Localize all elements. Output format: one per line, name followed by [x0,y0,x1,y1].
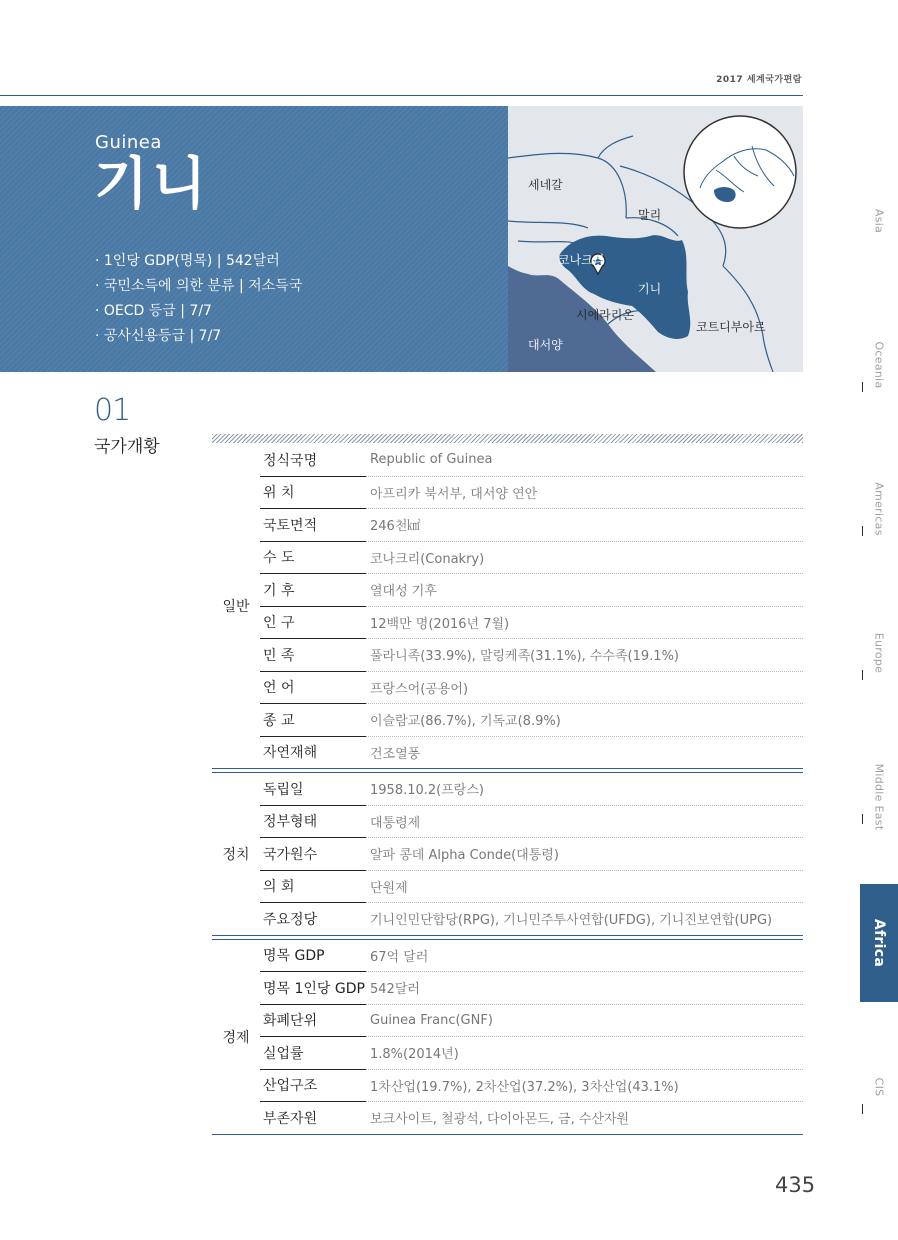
row-value: 246천㎢ [370,519,421,535]
country-name-korean: 기니 [94,152,211,217]
row-value: 1.8%(2014년) [370,1047,459,1063]
row-key: 국가원수 [260,838,370,870]
row-key: 명목 1인당 GDP [260,972,370,1004]
key-facts [95,249,302,349]
table-row [260,838,803,871]
header-rule [0,95,803,96]
tab-cis[interactable] [860,1028,898,1146]
table-row [260,509,803,542]
map-label-conakry: 코나크리 [558,253,605,267]
fact-income-class: · 국민소득에 의한 분류 | 저소득국 [95,278,303,294]
section-title: 국가개황 [94,437,160,457]
table-row [260,1070,803,1103]
group-label: 정치 [222,846,250,863]
row-value: 건조열풍 [370,746,421,762]
row-key: 실업률 [260,1037,370,1069]
row-value: 대통령제 [370,815,421,831]
tab-americas[interactable] [860,450,898,568]
row-key: 국토면적 [260,509,370,541]
row-value: 1차산업(19.7%), 2차산업(37.2%), 3차산업(43.1%) [370,1079,679,1095]
tab-label: Oceania [872,341,886,389]
row-key: 주요정당 [263,911,318,928]
row-key: 인 구 [260,607,370,639]
table-row [260,1102,803,1134]
row-key: 의 회 [260,871,370,903]
row-key: 부존자원 [263,1110,318,1127]
location-map [508,106,803,372]
row-key: 화폐단위 [260,1005,370,1037]
map-label-cote-divoire: 코트디부아르 [696,320,766,334]
table-row [260,871,803,904]
table-row [260,806,803,839]
table-row [260,737,803,769]
table-row [260,672,803,705]
country-banner [0,106,508,372]
group-economy [212,939,803,1135]
tab-oceania[interactable] [860,306,898,424]
group-label: 일반 [222,599,250,615]
section-divider [212,434,803,443]
table-row [260,574,803,607]
region-tabs [860,0,898,1240]
tab-label: Europe [872,632,886,674]
row-value: 1958.10.2(프랑스) [370,783,484,799]
country-name-english: Guinea [95,132,162,153]
map-label-sierra-leone: 시에라리온 [576,308,634,322]
row-key: 종 교 [260,704,370,736]
tab-label: CIS [872,1077,886,1097]
group-general [212,444,803,769]
row-key: 민 족 [260,639,370,671]
row-key: 위 치 [260,477,370,509]
row-value: 67억 달러 [370,949,429,965]
running-head: 2017 세계국가편람 [716,75,802,85]
row-value: 542달러 [370,982,420,998]
row-key: 정부형태 [260,806,370,838]
row-key: 산업구조 [260,1070,370,1102]
table-row [260,972,803,1005]
row-value: 알파 콩데 Alpha Conde(대통령) [370,848,559,864]
tab-label: Middle East [872,763,886,831]
tab-europe[interactable] [860,594,898,712]
tab-tick [862,1104,863,1114]
row-key: 독립일 [260,773,370,805]
tab-middle-east[interactable] [860,738,898,856]
table-row [260,903,803,935]
table-row [260,542,803,575]
tab-tick [862,670,863,680]
page-number: 435 [775,1173,816,1197]
inset-globe [684,116,796,228]
tab-label: Asia [872,208,886,234]
row-key: 언 어 [260,672,370,704]
row-value: 보크사이트, 철광석, 다이아몬드, 금, 수산자원 [370,1112,630,1128]
row-key: 수 도 [260,542,370,574]
table-row [260,1037,803,1070]
row-value: 12백만 명(2016년 7월) [370,616,510,632]
table-row [260,477,803,510]
row-value: 코나크리(Conakry) [370,551,485,567]
table-row [260,444,803,477]
fact-credit-grade: · 공사신용등급 | 7/7 [95,328,222,344]
row-key: 명목 GDP [260,940,370,972]
table-row [260,773,803,806]
group-label: 경제 [222,1029,250,1046]
table-row [260,704,803,737]
row-value: Republic of Guinea [370,452,493,468]
section-number: 01 [94,393,131,428]
row-key: 정식국명 [260,444,370,476]
fact-oecd-grade: · OECD 등급 | 7/7 [95,303,212,319]
tab-tick [862,526,863,536]
row-value: Guinea Franc(GNF) [370,1012,493,1028]
row-value: 프랑스어(공용어) [370,681,469,697]
tab-asia[interactable] [860,162,898,280]
table-row [260,639,803,672]
row-key: 기 후 [260,574,370,606]
map-label-guinea: 기니 [638,282,662,296]
overview-table [212,444,803,1135]
map-label-atlantic: 대서양 [528,338,563,352]
row-value: 아프리카 북서부, 대서양 연안 [370,486,538,502]
row-value: 기니인민단합당(RPG), 기니민주투사연합(UFDG), 기니진보연합(UPG) [370,913,773,929]
table-row [260,940,803,973]
group-politics [212,772,803,936]
tab-africa[interactable] [860,884,898,1002]
table-row [260,607,803,640]
tab-tick [862,814,863,824]
tab-label: Africa [871,918,887,968]
row-value: 풀라니족(33.9%), 말링케족(31.1%), 수수족(19.1%) [370,649,679,665]
row-value: 단원제 [370,880,408,896]
map-label-mali: 말리 [638,208,662,222]
map-label-senegal: 세네갈 [528,178,563,192]
table-row [260,1005,803,1038]
row-value: 열대성 기후 [370,584,437,600]
tab-tick [862,382,863,392]
row-value: 이슬람교(86.7%), 기독교(8.9%) [370,714,561,730]
fact-gdp-per-capita: · 1인당 GDP(명목) | 542달러 [95,253,280,269]
row-key: 자연재해 [263,745,318,762]
tab-label: Americas [872,482,886,536]
